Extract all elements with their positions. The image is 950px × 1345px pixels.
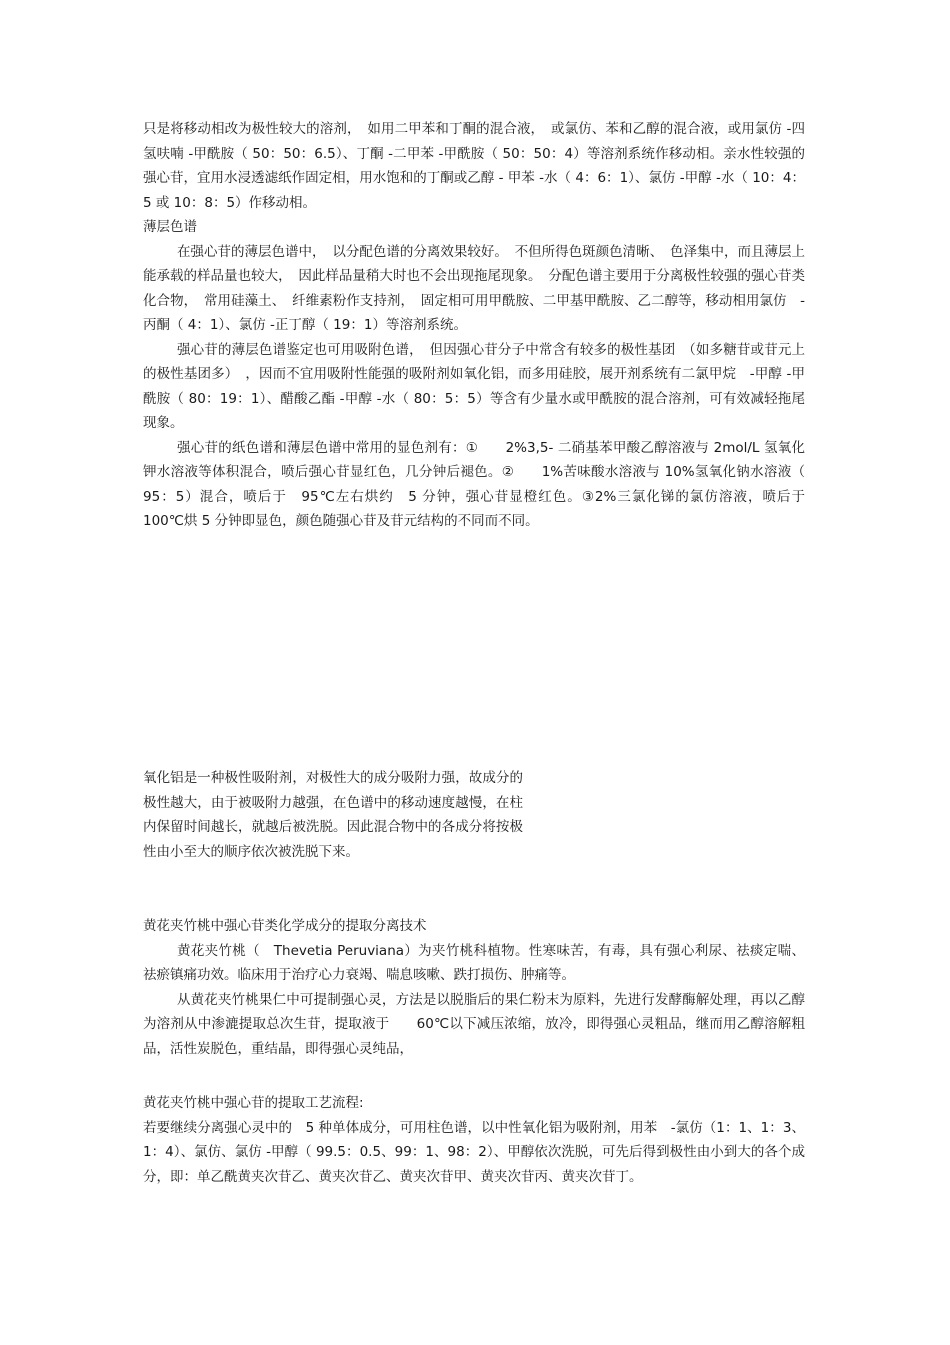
paragraph-thevetia-description: 黄花夹竹桃（ Thevetia Peruviana）为夹竹桃科植物。性寒味苦，有毒，具有强心利尿、祛痰定喘、祛瘀镇痛功效。临床用于治疗心力衰竭、喘息咳嗽、跌打损伤、肿痛等。 [143, 942, 805, 983]
heading-process-flow: 黄花夹竹桃中强心苷的提取工艺流程: [143, 1095, 364, 1111]
section-chromatography [143, 117, 819, 534]
paragraph-color-reagents: 强心苷的纸色谱和薄层色谱中常用的显色剂有：① 2%3,5- 二硝基苯甲酸乙醇溶液与 2mol/L 氢氧化钾水溶液等体积混合，喷后强心苷显红色，几分钟后褪色。② 1%苦味酸水溶液与 10%氢氧化钠水溶液（ 95：5）混合，喷后于 95℃左右烘约 5 分钟，强心苷显橙红色。③2%三氯化锑的氯仿溶液，喷后于 100℃烘 5 分钟即显色，颜色随强心苷及苷元结构的不同而不同。 [143, 439, 819, 529]
paragraph-adsorption-chromatography: 强心苷的薄层色谱鉴定也可用吸附色谱， 但因强心苷分子中常含有较多的极性基团 （如多糖苷或苷元上的极性基团多） ，因而不宜用吸附性能强的吸附剂如氧化铝，而多用硅胶，展开剂系统有二氯甲烷 -甲醇 -甲酰胺（ 80：19：1）、醋酸乙酯 -甲醇 -水（ 80：5：5）等含有少量水或甲酰胺的混合溶剂，可有效减轻拖尾现象。 [143, 341, 805, 431]
paragraph-partition-chromatography: 在强心苷的薄层色谱中， 以分配色谱的分离效果较好。 不但所得色斑颜色清晰、 色泽集中，而且薄层上能承载的样品量也较大， 因此样品量稍大时也不会出现拖尾现象。 分配色谱主要用于分离极性较强的强心苷类化合物， 常用硅藻土、 纤维素粉作支持剂， 固定相可用甲酰胺、二甲基甲酰胺、乙二醇等，移动相用氯仿 -丙酮（ 4：1）、氯仿 -正丁醇（ 19：1）等溶剂系统。 [143, 243, 805, 333]
paragraph-mobile-phase: 只是将移动相改为极性较大的溶剂， 如用二甲苯和丁酮的混合液， 或氯仿、苯和乙醇的混合液，或用氯仿 -四氢呋喃 -甲酰胺（ 50：50：6.5）、丁酮 -二甲苯 -甲酰胺（ 50：50：4）等溶剂系统作移动相。亲水性较强的强心苷，宜用水浸透滤纸作固定相，用水饱和的丁酮或乙醇 - 甲苯 -水（ 4：6：1）、氯仿 -甲醇 -水（ 10：4：5 或 10：8：5）作移动相。 [143, 121, 805, 211]
section-process-flow [143, 1091, 805, 1189]
paragraph-extraction-method: 从黄花夹竹桃果仁中可提制强心灵，方法是以脱脂后的果仁粉末为原料，先进行发酵酶解处理，再以乙醇为溶剂从中渗漉提取总次生苷，提取液于 60℃以下减压浓缩，放冷，即得强心灵粗品，继而用乙醇溶解粗品，活性炭脱色，重结晶，即得强心灵纯品， [143, 991, 805, 1057]
section-alumina [143, 766, 523, 864]
paragraph-alumina-adsorbent: 氧化铝是一种极性吸附剂，对极性大的成分吸附力强，故成分的极性越大，由于被吸附力越强，在色谱中的移动速度越慢，在柱内保留时间越长，就越后被洗脱。因此混合物中的各成分将按极性由小至大的顺序依次被洗脱下来。 [143, 770, 523, 860]
section-extraction [143, 914, 805, 1061]
heading-extraction-technique: 黄花夹竹桃中强心苷类化学成分的提取分离技术 [143, 918, 427, 934]
heading-thin-layer-chromatography: 薄层色谱 [143, 219, 197, 235]
paragraph-column-separation: 若要继续分离强心灵中的 5 种单体成分，可用柱色谱，以中性氧化铝为吸附剂，用苯 -氯仿（1：1、1：3、1：4）、氯仿、氯仿 -甲醇（ 99.5：0.5、99：1、98：2）、甲醇依次洗脱，可先后得到极性由小到大的各个成分，即：单乙酰黄夹次苷乙、黄夹次苷乙、黄夹次苷甲、黄夹次苷丙、黄夹次苷丁。 [143, 1119, 805, 1185]
